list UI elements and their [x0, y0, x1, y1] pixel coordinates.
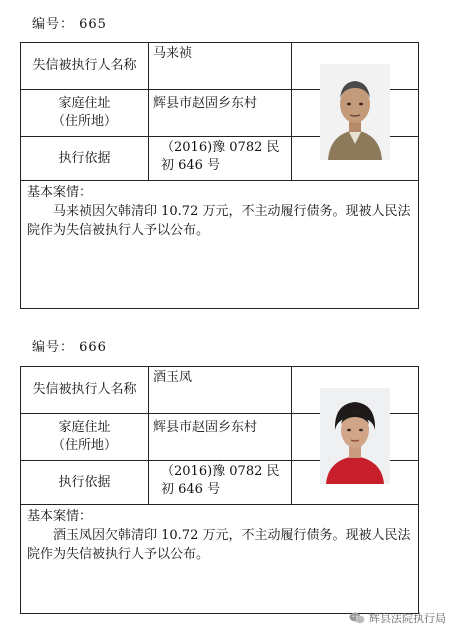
photo-cell: [292, 43, 418, 181]
case-title: 基本案情：: [27, 185, 93, 200]
wechat-icon: [349, 612, 365, 624]
basis-label: 执行依据: [21, 137, 149, 180]
address-value: 辉县市赵固乡东村: [149, 414, 292, 460]
basis-label: 执行依据: [21, 461, 149, 504]
name-label: 失信被执行人名称: [21, 367, 149, 413]
photo-cell: [292, 367, 418, 505]
case-text: 酒玉凤因欠韩清印 10.72 万元，不主动履行债务。现被人民法院作为失信被执行人予以公布。: [27, 528, 411, 562]
case-section: [21, 505, 418, 566]
address-label: 家庭住址 （住所地）: [21, 90, 149, 136]
person-name: 马来祯: [149, 43, 292, 89]
address-value: 辉县市赵固乡东村: [149, 90, 292, 136]
person-name: 酒玉凤: [149, 367, 292, 413]
case-section: [21, 181, 418, 242]
person-photo: [320, 388, 390, 484]
name-label: 失信被执行人名称: [21, 43, 149, 89]
address-label: 家庭住址 （住所地）: [21, 414, 149, 460]
watermark: [349, 610, 446, 626]
watermark-text: 辉县法院执行局: [369, 612, 446, 625]
basis-value: （2016)豫 0782 民初 646 号: [149, 461, 292, 504]
person-photo: [320, 64, 390, 160]
case-text: 马来祯因欠韩清印 10.72 万元，不主动履行债务。现被人民法院作为失信被执行人予以公布。: [27, 204, 411, 238]
record-table: [20, 42, 419, 309]
case-title: 基本案情：: [27, 509, 93, 524]
record-table: [20, 366, 419, 614]
record-number: 编号： 665: [32, 17, 107, 32]
basis-value: （2016)豫 0782 民初 646 号: [149, 137, 292, 180]
record-number: 编号： 666: [32, 340, 107, 355]
